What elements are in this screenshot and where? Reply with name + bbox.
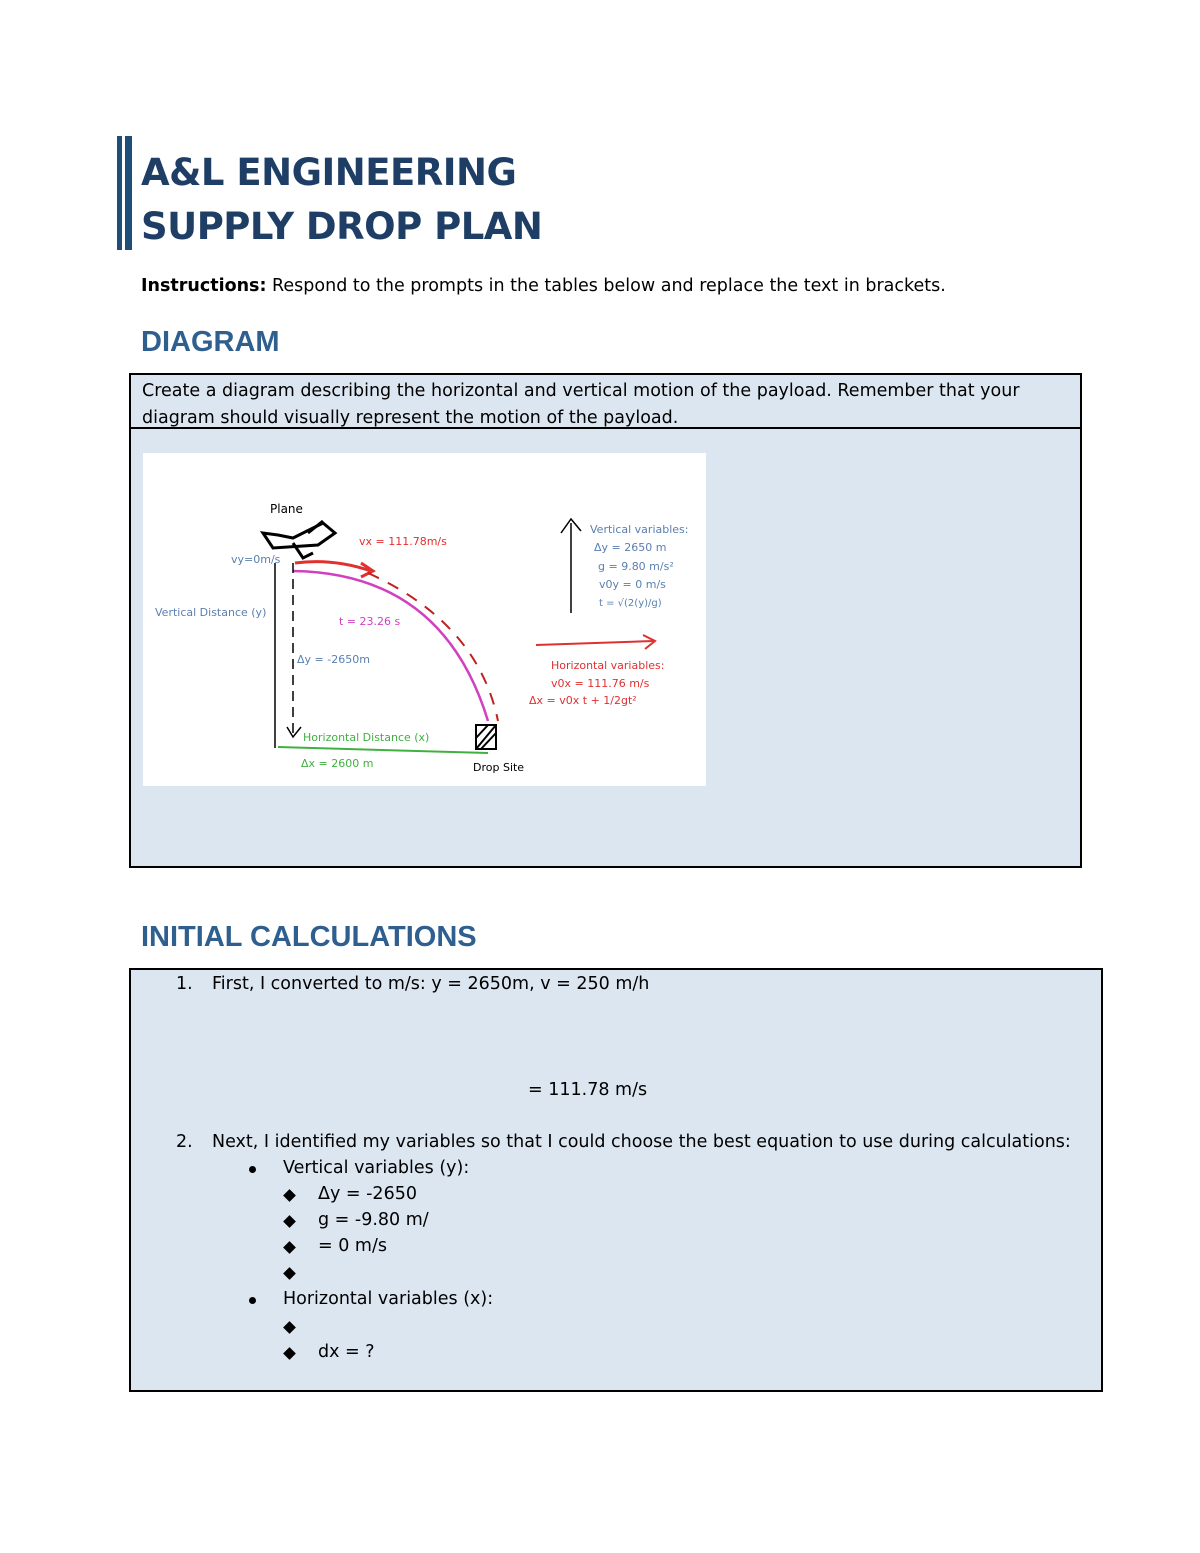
vertical-var-item: t = √(2(y)/g): [599, 598, 662, 609]
calculations-box: [129, 968, 1103, 1392]
vertical-distance-label: Vertical Distance (y): [155, 606, 267, 619]
horizontal-variables-title: Horizontal variables (x):: [283, 1289, 494, 1309]
trajectory-curve: [293, 571, 488, 721]
horizontal-distance-label: Horizontal Distance (x): [303, 731, 430, 744]
diagram-box: [129, 373, 1082, 868]
plane-label: Plane: [270, 502, 303, 516]
step-2-text: Next, I identified my variables so that I could choose the best equation to use during calculations:: [212, 1132, 1071, 1152]
vertical-vars-title: Vertical variables:: [590, 523, 689, 536]
vx-label: vx = 111.78m/s: [359, 535, 447, 548]
diamond-bullet-icon: [283, 1321, 296, 1334]
bullet-icon: [249, 1166, 256, 1173]
title-accent-bar: [117, 136, 122, 250]
vy-label: vy=0m/s: [231, 553, 281, 566]
vertical-arrowhead: [287, 727, 301, 737]
horizontal-variable-item: dx = ?: [318, 1342, 375, 1362]
instructions-label: Instructions:: [141, 276, 267, 296]
vx-arrow: [295, 562, 371, 571]
horizontal-var-item: Δx = v0x t + 1/2gt²: [529, 694, 637, 707]
trajectory-dashed: [368, 573, 498, 721]
dx-label: Δx = 2600 m: [301, 757, 374, 770]
instructions-text: Respond to the prompts in the tables below and replace the text in brackets.: [266, 276, 946, 296]
vertical-variable-item: = 0 m/s: [318, 1236, 387, 1256]
vertical-variable-item: g = -9.80 m/: [318, 1210, 429, 1230]
title-line-2: SUPPLY DROP PLAN: [141, 205, 543, 248]
step-1-text: First, I converted to m/s: y = 2650m, v = 250 m/h: [212, 974, 650, 994]
step-1-result: = 111.78 m/s: [528, 1080, 648, 1100]
instructions: [141, 276, 946, 296]
horizontal-var-item: v0x = 111.76 m/s: [551, 677, 650, 690]
time-label: t = 23.26 s: [339, 615, 401, 628]
diamond-bullet-icon: [283, 1347, 296, 1360]
dy-label: Δy = -2650m: [297, 653, 370, 666]
drop-site-label: Drop Site: [473, 761, 525, 774]
vertical-var-item: v0y = 0 m/s: [599, 578, 666, 591]
step-2-number: 2.: [176, 1132, 193, 1152]
document-title: [141, 146, 542, 254]
motion-diagram-image: [143, 453, 706, 786]
step-1-number: 1.: [176, 974, 193, 994]
calculations-heading: INITIAL CALCULATIONS: [141, 921, 477, 953]
diamond-bullet-icon: [283, 1189, 296, 1202]
motion-diagram-svg: [143, 453, 706, 786]
drop-site-icon: [476, 725, 496, 749]
title-line-1: A&L ENGINEERING: [141, 151, 517, 194]
diamond-bullet-icon: [283, 1267, 296, 1280]
title-accent-bar: [125, 136, 132, 250]
diagram-heading: DIAGRAM: [141, 326, 280, 358]
diagram-prompt: Create a diagram describing the horizontal and vertical motion of the payload. Remember that your diagram should visually represent the motion of the payload.: [131, 375, 1080, 429]
horizontal-vars-title: Horizontal variables:: [551, 659, 665, 672]
diamond-bullet-icon: [283, 1215, 296, 1228]
bullet-icon: [249, 1297, 256, 1304]
vertical-variables-title: Vertical variables (y):: [283, 1158, 470, 1178]
vertical-var-item: g = 9.80 m/s²: [598, 560, 674, 573]
vertical-variable-item: Δy = -2650: [318, 1184, 417, 1204]
horizontal-vars-arrow: [536, 641, 653, 645]
vertical-var-item: Δy = 2650 m: [594, 541, 667, 554]
horizontal-distance-line: [278, 747, 488, 753]
diamond-bullet-icon: [283, 1241, 296, 1254]
